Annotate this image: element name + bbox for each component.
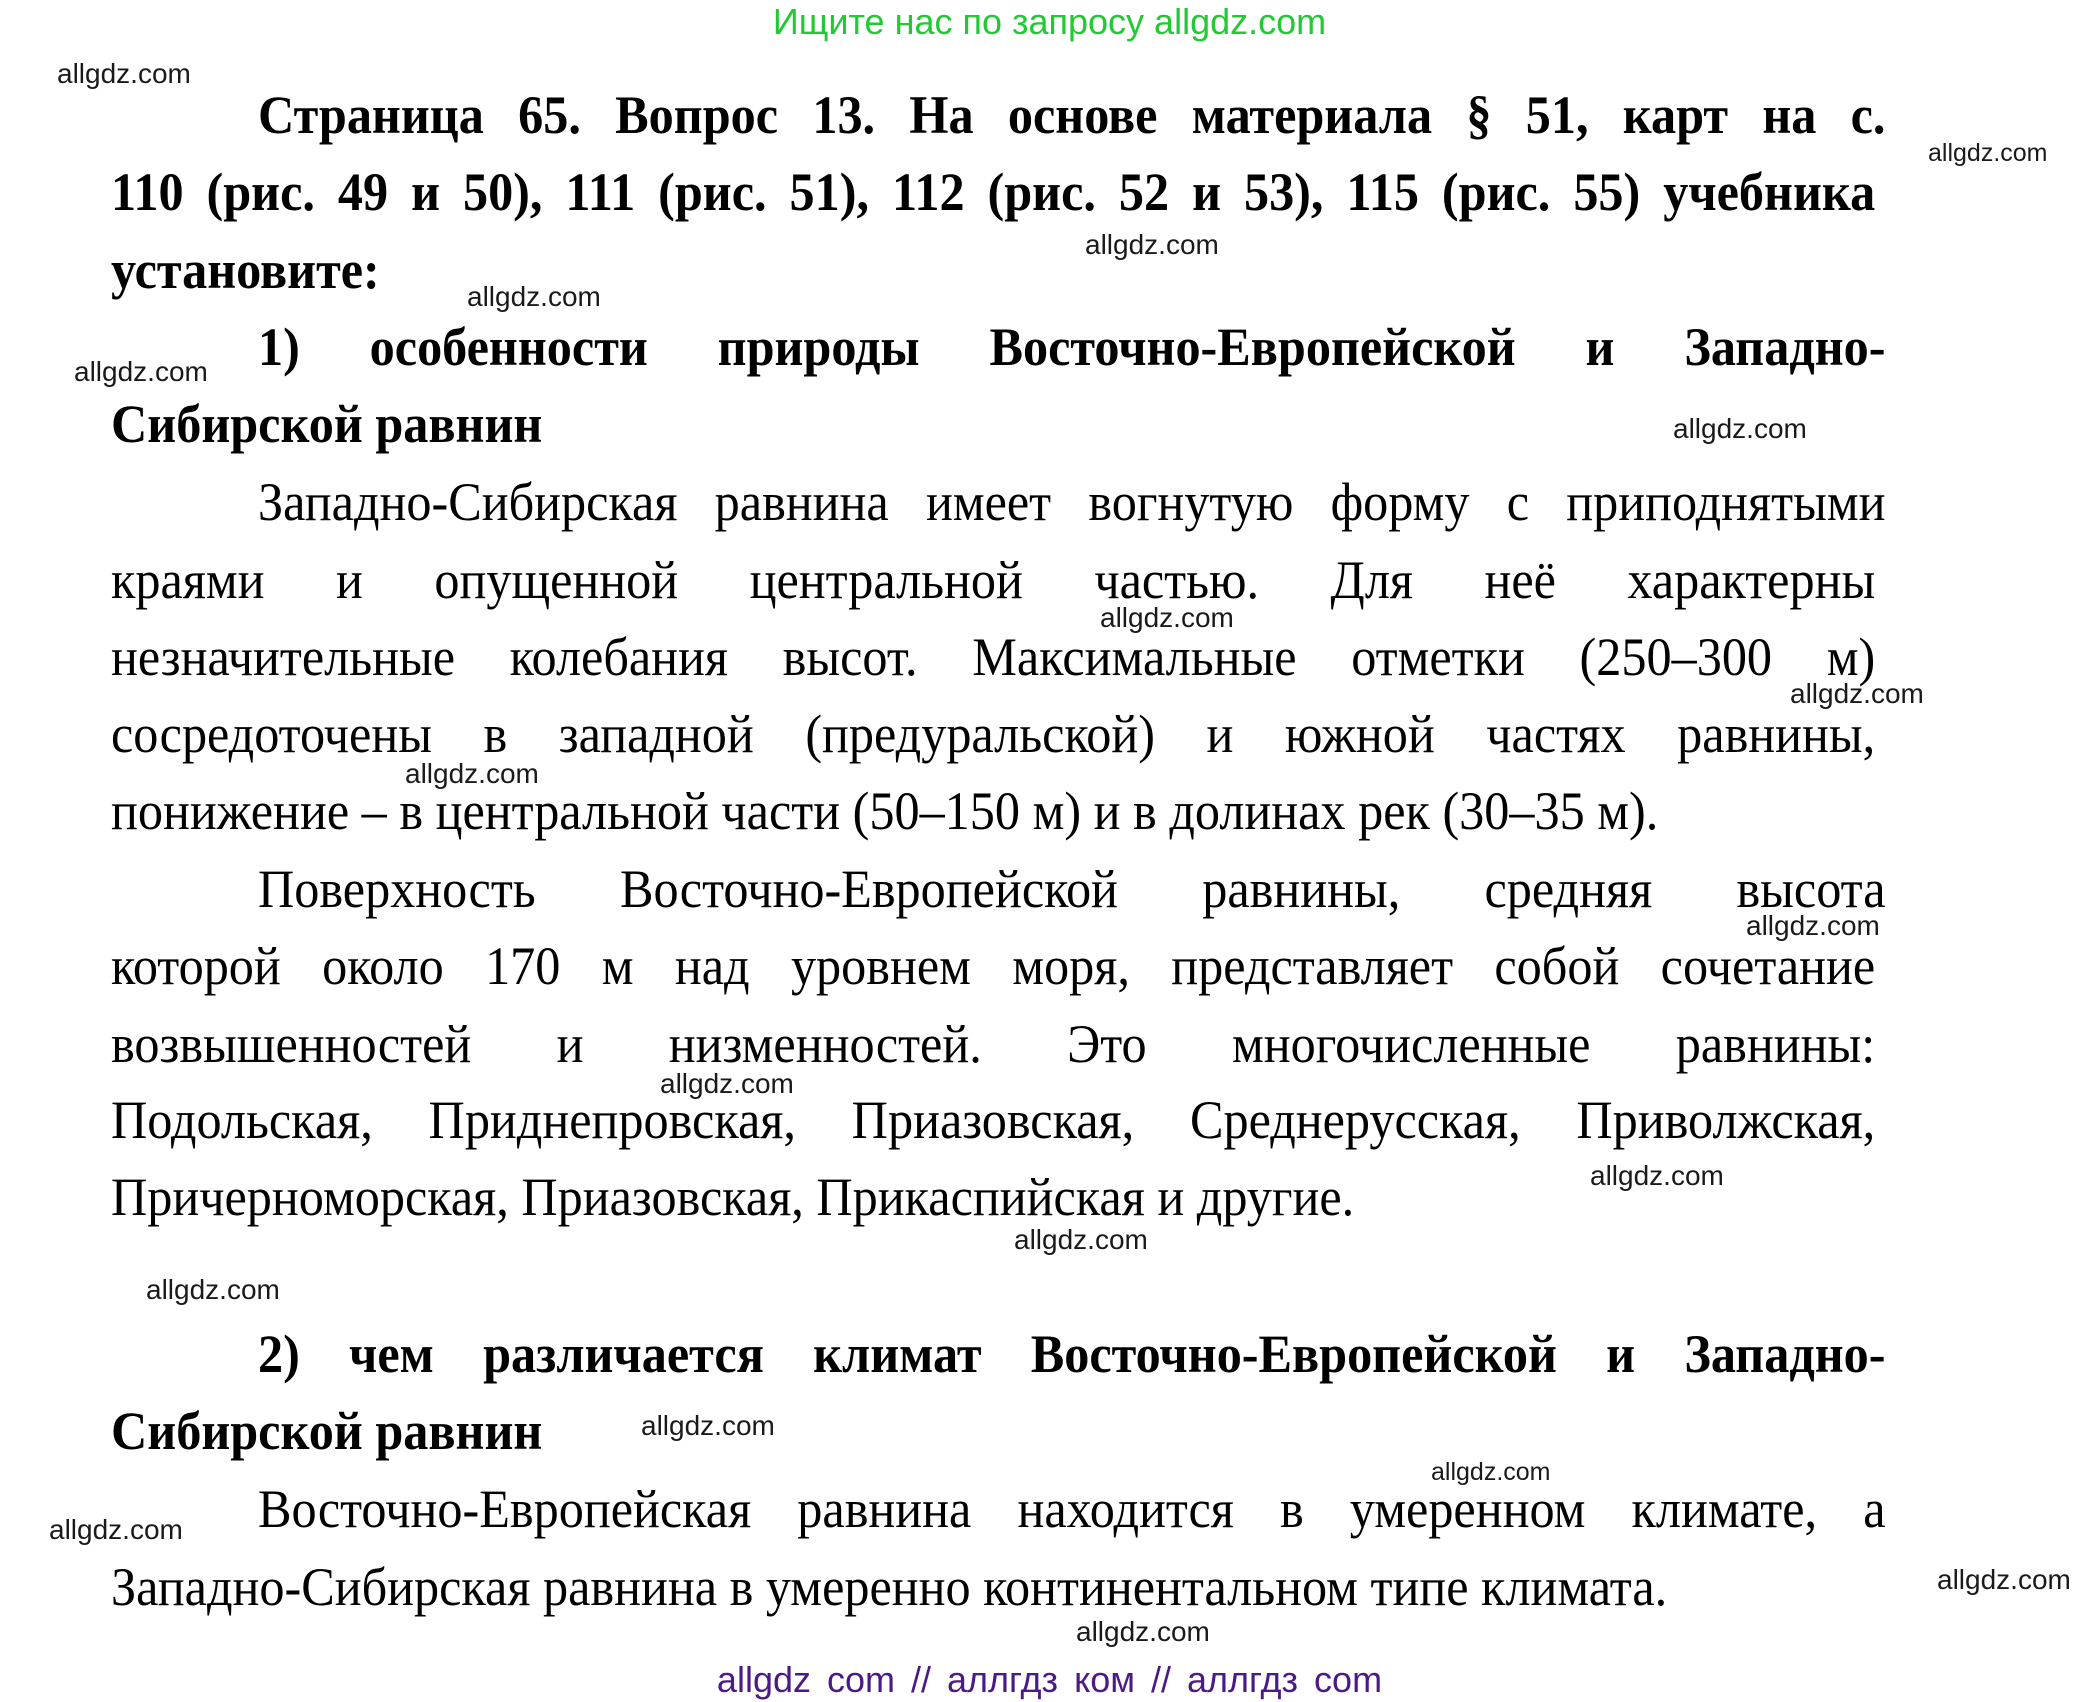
watermark: allgdz.com bbox=[467, 281, 601, 312]
watermark: allgdz.com bbox=[405, 758, 539, 789]
watermark: allgdz.com bbox=[74, 356, 208, 387]
footer-banner: allgdz com // аллгдз ком // аллгдз com bbox=[716, 1659, 1383, 1700]
section1-para1-line-5: понижение – в центральной части (50–150 м) и в долинах рек (30–35 м). bbox=[111, 781, 1659, 841]
watermark: allgdz.com bbox=[1590, 1160, 1724, 1191]
section1-para1-line-3: незначительные колебания высот. Максимальные отметки (250–300 м) bbox=[111, 627, 1876, 687]
watermark: allgdz.com bbox=[1076, 1616, 1210, 1647]
watermark: allgdz.com bbox=[641, 1410, 775, 1441]
section1-heading-line-2: Сибирской равнин bbox=[111, 394, 543, 454]
watermark: allgdz.com bbox=[660, 1068, 794, 1099]
search-banner: Ищите нас по запросу allgdz.com bbox=[772, 1, 1327, 42]
watermark: allgdz.com bbox=[1085, 229, 1219, 260]
watermark: allgdz.com bbox=[1673, 413, 1807, 444]
section2-heading-line-2: Сибирской равнин bbox=[111, 1401, 543, 1461]
watermark: allgdz.com bbox=[146, 1274, 280, 1305]
section1-para2-line-4: Подольская, Приднепровская, Приазовская, Среднерусская, Приволжская, bbox=[111, 1090, 1876, 1150]
watermark: allgdz.com bbox=[1790, 678, 1924, 709]
section2-heading-line-1: 2) чем различается климат Восточно-Европейской и Западно- bbox=[258, 1324, 1886, 1384]
watermark: allgdz.com bbox=[1100, 602, 1234, 633]
section1-para1-line-4: сосредоточены в западной (предуральской) и южной частях равнины, bbox=[111, 704, 1876, 764]
section1-para2-line-3: возвышенностей и низменностей. Это многочисленные равнины: bbox=[111, 1014, 1876, 1074]
question-title-line-1: Страница 65. Вопрос 13. На основе материала § 51, карт на с. bbox=[258, 85, 1886, 145]
section1-heading-line-1: 1) особенности природы Восточно-Европейской и Западно- bbox=[258, 317, 1886, 377]
watermark: allgdz.com bbox=[49, 1514, 183, 1545]
watermark: allgdz.com bbox=[1928, 139, 2048, 167]
section1-para1-line-1: Западно-Сибирская равнина имеет вогнутую форму с приподнятыми bbox=[258, 472, 1886, 532]
watermark: allgdz.com bbox=[1937, 1564, 2071, 1595]
section1-para1-line-2: краями и опущенной центральной частью. Для неё характерны bbox=[111, 550, 1876, 610]
section1-para2-line-5: Причерноморская, Приазовская, Прикаспийская и другие. bbox=[111, 1167, 1355, 1227]
section1-para2-line-2: которой около 170 м над уровнем моря, представляет собой сочетание bbox=[111, 936, 1876, 996]
question-title-line-2: 110 (рис. 49 и 50), 111 (рис. 51), 112 (рис. 52 и 53), 115 (рис. 55) учебника bbox=[111, 162, 1876, 222]
section2-para-line-2: Западно-Сибирская равнина в умеренно континентальном типе климата. bbox=[111, 1557, 1668, 1617]
watermark: allgdz.com bbox=[1431, 1458, 1551, 1486]
watermark: allgdz.com bbox=[1746, 910, 1880, 941]
question-title-line-3: установите: bbox=[111, 240, 380, 300]
section2-para-line-1: Восточно-Европейская равнина находится в умеренном климате, а bbox=[258, 1479, 1886, 1539]
watermark: allgdz.com bbox=[57, 58, 191, 89]
section1-para2-line-1: Поверхность Восточно-Европейской равнины, средняя высота bbox=[258, 859, 1886, 919]
watermark: allgdz.com bbox=[1014, 1224, 1148, 1255]
